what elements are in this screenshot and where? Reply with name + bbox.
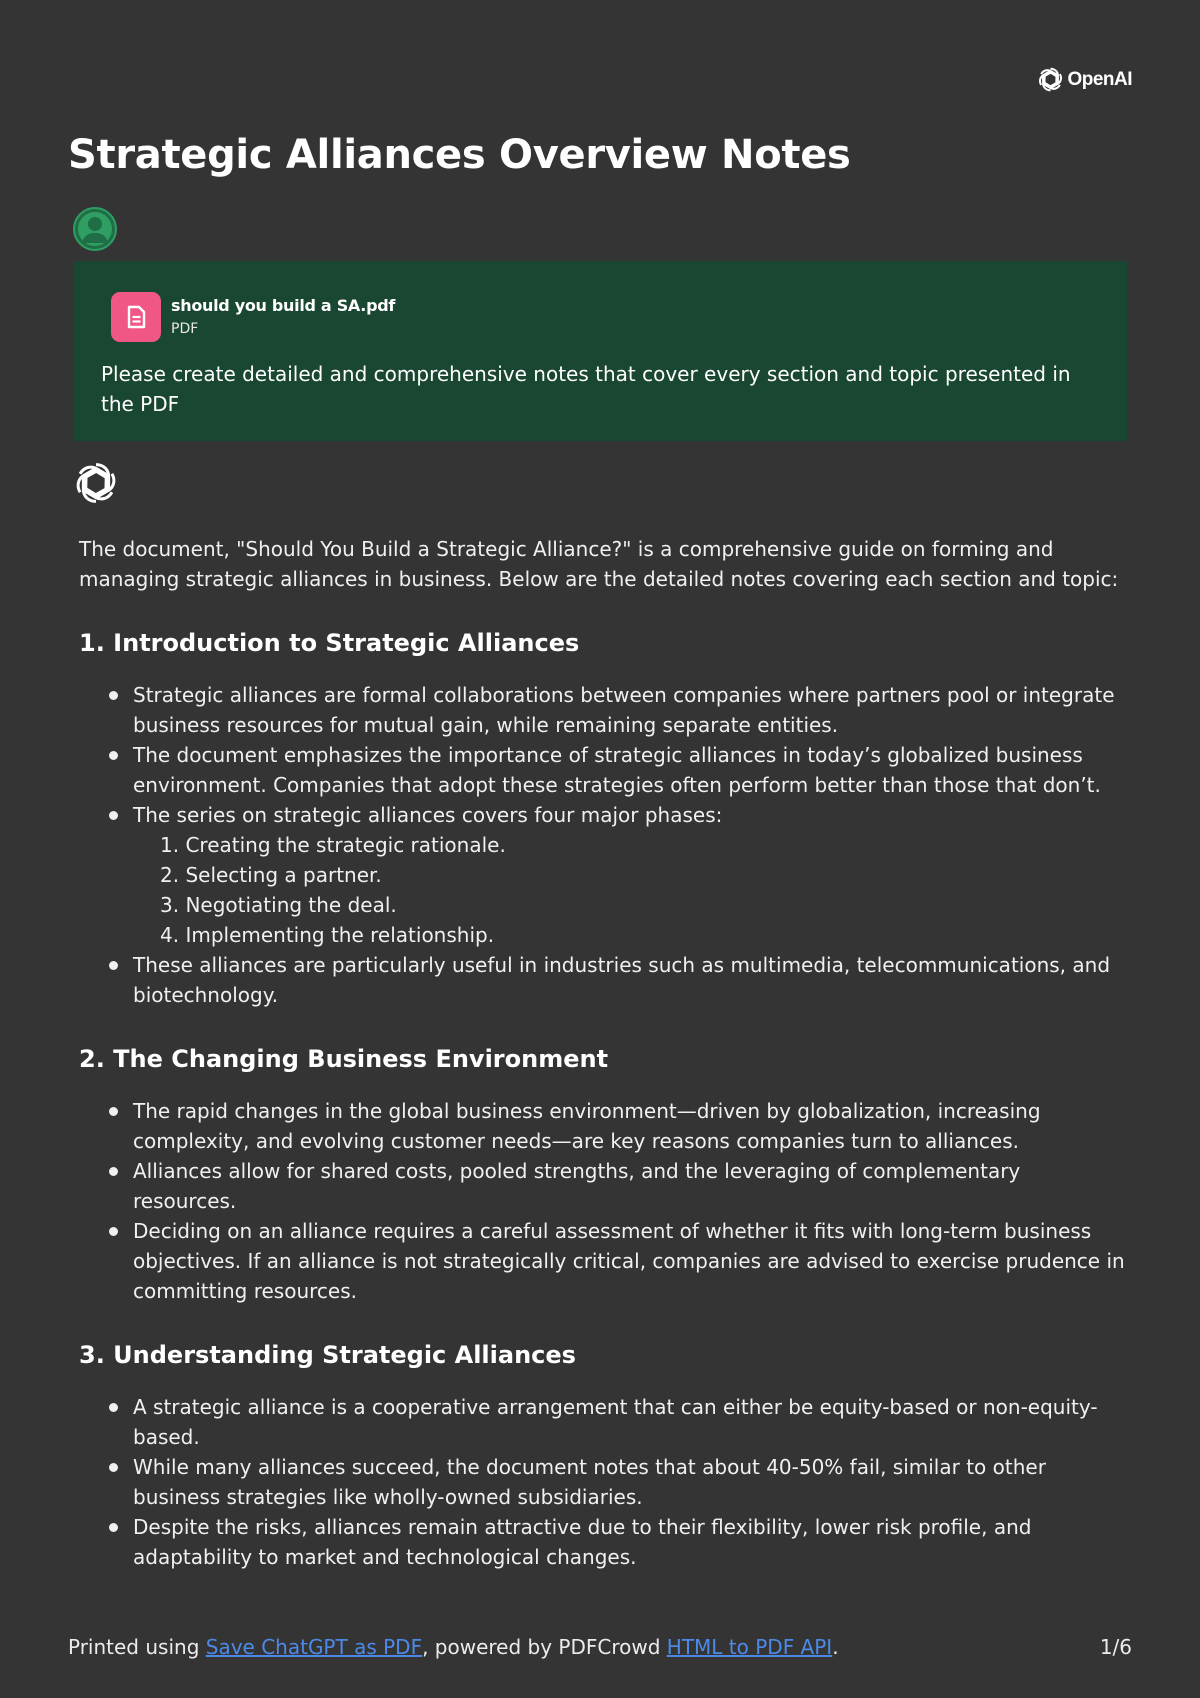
openai-logo [1037,66,1132,93]
list-item: A strategic alliance is a cooperative arrangement that can either be equity-based or non-equity-based. [79,1392,1129,1452]
file-attachment[interactable] [111,292,395,342]
list-item: Strategic alliances are formal collaborations between companies where partners pool or integrate business resources for mutual gain, while remaining separate entities. [79,680,1129,740]
user-prompt-text: Please create detailed and comprehensive notes that cover every section and topic presented in the PDF [101,362,1071,416]
footer-middle: , powered by PDFCrowd [422,1635,667,1659]
user-icon [72,206,118,252]
html-to-pdf-link[interactable]: HTML to PDF API [666,1635,833,1659]
list-item: While many alliances succeed, the document notes that about 40-50% fail, similar to other business strategies like wholly-owned subsidiaries. [79,1452,1129,1512]
chatgpt-icon [73,460,119,506]
phase-item: 3. Negotiating the deal. [160,893,397,917]
bullet-list [79,1096,1129,1306]
list-item-text: The series on strategic alliances covers four major phases: [133,803,723,827]
user-message [73,261,1127,441]
user-avatar [72,206,118,252]
phase-item: 2. Selecting a partner. [160,863,382,887]
assistant-avatar [73,460,119,506]
logo-text: OpenAI [1067,68,1132,90]
save-chatgpt-link[interactable]: Save ChatGPT as PDF [205,1635,423,1659]
list-item [79,800,1129,950]
list-item: Deciding on an alliance requires a careful assessment of whether it fits with long-term business objectives. If an alliance is not strategically critical, companies are advised to exercise prudence in committing resources. [79,1216,1129,1306]
phase-item: 4. Implementing the relationship. [160,923,495,947]
openai-icon [1037,66,1064,93]
footer-prefix: Printed using [68,1635,206,1659]
bullet-list [79,1392,1129,1572]
list-item: The rapid changes in the global business environment—driven by globalization, increasing complexity, and evolving customer needs—are key reasons companies turn to alliances. [79,1096,1129,1156]
list-item: The document emphasizes the importance of strategic alliances in today’s globalized business environment. Companies that adopt these strategies often perform better than those that don’t. [79,740,1129,800]
footer-suffix: . [832,1635,839,1659]
response-intro: The document, "Should You Build a Strategic Alliance?" is a comprehensive guide on forming and managing strategic alliances in business. Below are the detailed notes covering each section and topic: [79,537,1119,591]
document-icon [111,292,161,342]
numbered-list [133,830,1129,950]
list-item: Despite the risks, alliances remain attractive due to their flexibility, lower risk profile, and adaptability to market and technological changes. [79,1512,1129,1572]
page-title: Strategic Alliances Overview Notes [68,132,851,178]
page-number: 1/6 [1099,1635,1132,1659]
bullet-list [79,680,1129,1010]
file-name: should you build a SA.pdf [171,295,396,315]
phase-item: 1. Creating the strategic rationale. [160,833,506,857]
section-heading: 1. Introduction to Strategic Alliances [79,629,580,657]
print-footer [68,1632,1132,1662]
list-item: Alliances allow for shared costs, pooled strengths, and the leveraging of complementary resources. [79,1156,1129,1216]
section-heading: 2. The Changing Business Environment [79,1045,609,1073]
assistant-response [79,534,1129,1572]
section-heading: 3. Understanding Strategic Alliances [79,1341,576,1369]
file-type: PDF [171,320,199,337]
list-item: These alliances are particularly useful in industries such as multimedia, telecommunications, and biotechnology. [79,950,1129,1010]
